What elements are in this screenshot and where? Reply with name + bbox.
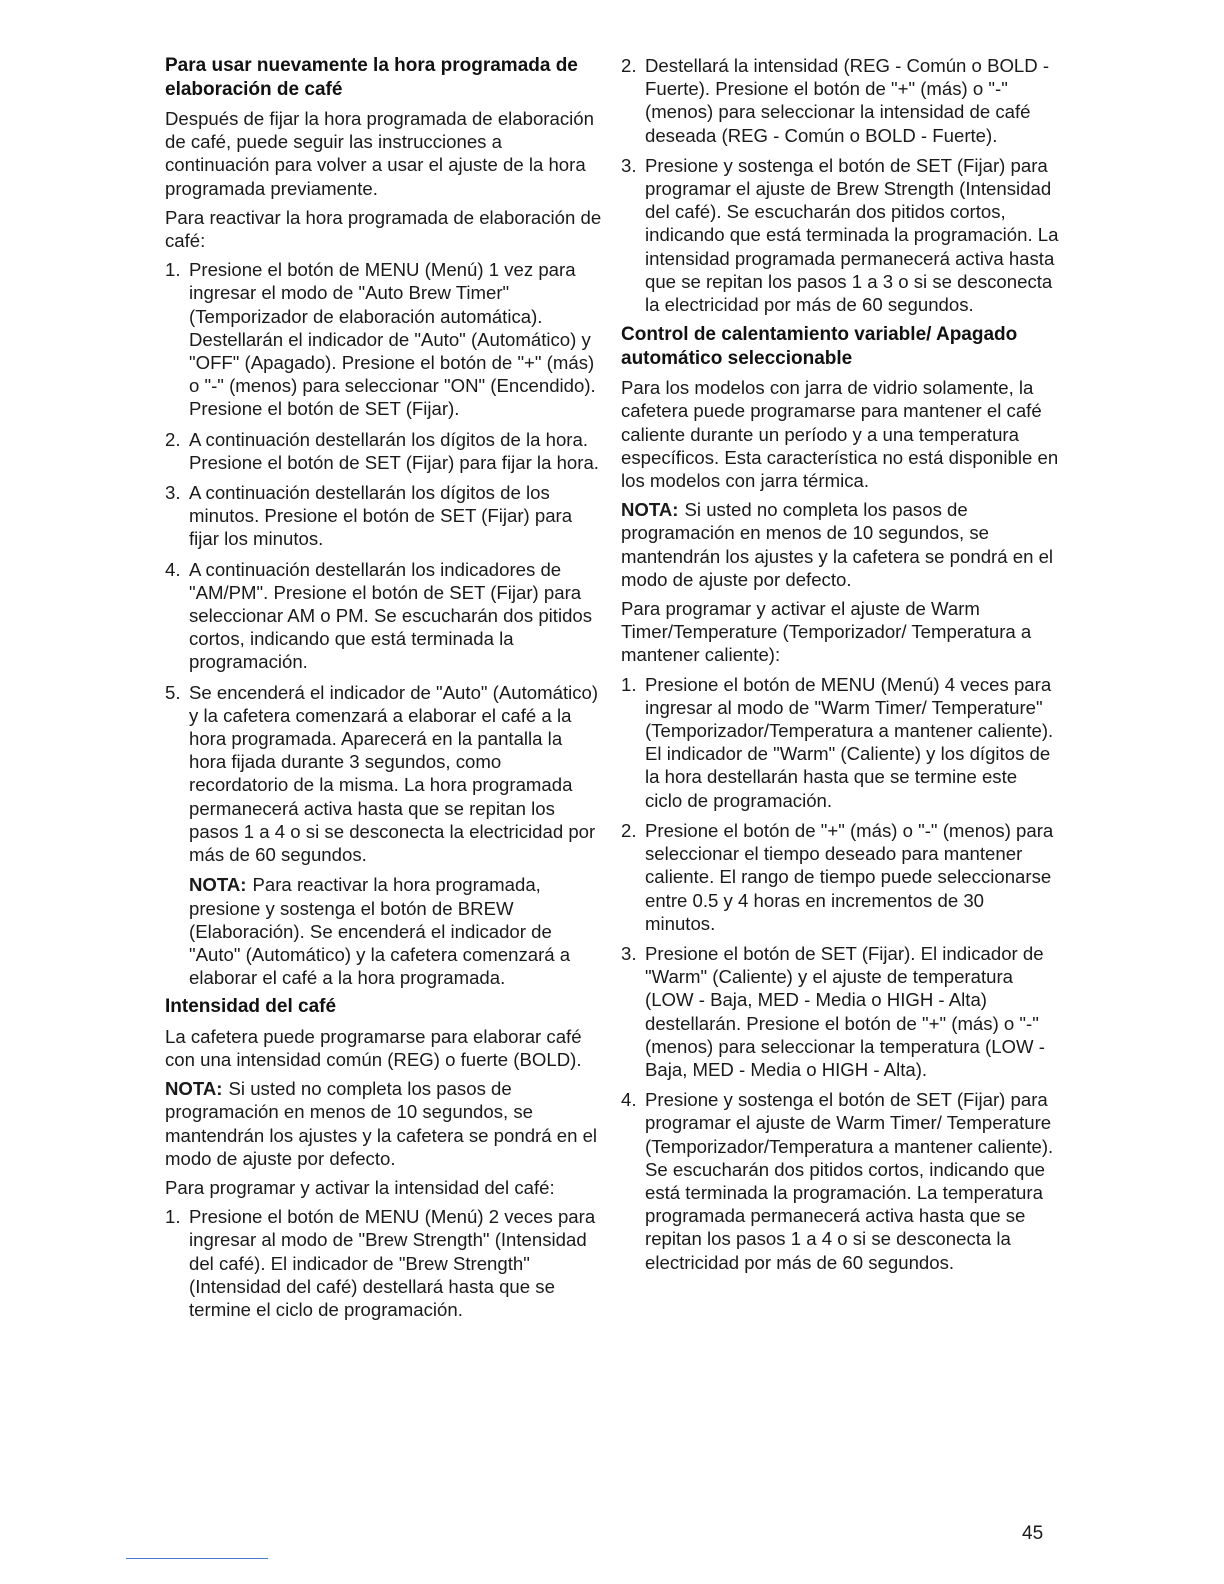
- list-item: [621, 1088, 1059, 1274]
- warm-lead-paragraph: Para programar y activar el ajuste de Warm Timer/Temperature (Temporizador/ Temperatura a mantener caliente):: [621, 598, 1032, 666]
- list-item: [621, 54, 1059, 147]
- step-number: 1.: [621, 673, 637, 695]
- list-item: [621, 819, 1059, 935]
- step-text: Se encenderá el indicador de "Auto" (Automático) y la cafetera comenzará a elaborar el café a la hora programada. Aparecerá en la pantalla la hora fijada durante 3 segundos, como recordatorio de la misma. La hora programada permanecerá activa hasta que se repitan los pasos 1 a 4 o si se desconecta la electricidad por más de 60 segundos.: [189, 681, 599, 866]
- step-number: 4.: [165, 558, 181, 580]
- note-label: NOTA:: [621, 499, 679, 521]
- note-reactivate: [165, 873, 602, 989]
- step-number: 1.: [165, 1206, 181, 1228]
- note-label: NOTA:: [189, 874, 247, 896]
- note-text: Si usted no completa los pasos de programación en menos de 10 segundos, se mantendrán los ajustes y la cafetera se pondrá en el modo de ajuste por defecto.: [165, 1078, 598, 1169]
- section-title-warm-control: Control de calentamiento variable/ Apagado automático seleccionable: [621, 324, 1018, 369]
- step-number: 3.: [621, 942, 637, 964]
- warm-steps-list: [621, 673, 1059, 1274]
- reactivate-steps-list: [165, 258, 602, 866]
- brew-strength-steps-continued: [621, 54, 1059, 316]
- list-item: [165, 558, 602, 674]
- step-text: Presione el botón de MENU (Menú) 4 veces para ingresar al modo de "Warm Timer/ Temperature" (Temporizador/Temperatura a mantener caliente). El indicador de "Warm" (Caliente) y los dígitos de la hora destellarán hasta que se termine este ciclo de programación.: [645, 673, 1054, 811]
- warm-control-paragraph: Para los modelos con jarra de vidrio solamente, la cafetera puede programarse para mantener el café caliente durante un período y a una temperatura específicos. Esta característica no está disponible en los modelos con jarra térmica.: [621, 377, 1059, 492]
- list-item: [621, 942, 1059, 1081]
- note-label: NOTA:: [165, 1078, 223, 1100]
- step-number: 2.: [621, 819, 637, 841]
- list-item: [165, 681, 602, 867]
- brew-strength-steps-list: [165, 1205, 602, 1321]
- step-text: Presione el botón de MENU (Menú) 1 vez para ingresar el modo de "Auto Brew Timer" (Temporizador de elaboración automática). Destellarán el indicador de "Auto" (Automático) y "OFF" (Apagado). Presione el botón de "+" (más) o "-" (menos) para seleccionar "ON" (Encendido). Presione el botón de SET (Fijar).: [189, 259, 596, 420]
- list-item: [621, 673, 1059, 812]
- brew-strength-paragraph: La cafetera puede programarse para elaborar café con una intensidad común (REG) o fuerte (BOLD).: [165, 1025, 582, 1071]
- list-item: [165, 481, 602, 551]
- step-text: A continuación destellarán los dígitos de los minutos. Presione el botón de SET (Fijar) para fijar los minutos.: [189, 482, 573, 550]
- footer-rule: [126, 1558, 268, 1559]
- step-text: Presione y sostenga el botón de SET (Fijar) para programar el ajuste de Brew Strength (Intensidad del café). Se escucharán dos pitidos cortos, indicando que está terminada la programación. La intensidad programada permanecerá activa hasta que se repitan los pasos 1 a 3 o si se desconecta la electricidad por más de 60 segundos.: [645, 154, 1059, 316]
- intro-paragraph: Después de fijar la hora programada de elaboración de café, puede seguir las instrucciones a continuación para volver a usar el ajuste de la hora programada previamente.: [165, 108, 594, 199]
- note-text: Si usted no completa los pasos de programación en menos de 10 segundos, se mantendrán los ajustes y la cafetera se pondrá en el modo de ajuste por defecto.: [621, 499, 1054, 590]
- step-text: Presione el botón de "+" (más) o "-" (menos) para seleccionar el tiempo deseado para mantener caliente. El rango de tiempo puede seleccionarse entre 0.5 y 4 horas en incrementos de 30 minutos.: [645, 819, 1054, 934]
- brew-strength-lead-paragraph: Para programar y activar la intensidad del café:: [165, 1177, 555, 1199]
- step-text: Presione y sostenga el botón de SET (Fijar) para programar el ajuste de Warm Timer/ Temperature (Temporizador/Temperatura a mantener caliente). Se escucharán dos pitidos cortos, indicando que está terminada la programación. La temperatura programada permanecerá activa hasta que se repitan los pasos 1 a 4 o si se desconecta la electricidad por más de 60 segundos.: [645, 1089, 1054, 1273]
- list-item: [165, 1205, 602, 1321]
- section-title-reactivate-timer: Para usar nuevamente la hora programada de elaboración de café: [165, 55, 578, 100]
- step-text: Presione el botón de SET (Fijar). El indicador de "Warm" (Caliente) y el ajuste de temperatura (LOW - Baja, MED - Media o HIGH - Alta) destellarán. Presione el botón de "+" (más) o "-" (menos) para seleccionar la temperatura (LOW - Baja, MED - Media o HIGH - Alta).: [645, 942, 1045, 1080]
- step-number: 3.: [165, 482, 181, 504]
- reactivate-lead-paragraph: Para reactivar la hora programada de elaboración de café:: [165, 206, 602, 252]
- list-item: [165, 258, 602, 420]
- right-column: [621, 54, 1059, 1281]
- note-text: Para reactivar la hora programada, presione y sostenga el botón de BREW (Elaboración). Se encenderá el indicador de "Auto" (Automático) y la cafetera comenzará a elaborar el café a la hora programada.: [189, 874, 571, 989]
- note-warm-control: [621, 498, 1059, 591]
- left-column: [165, 54, 602, 1328]
- step-number: 2.: [165, 428, 181, 450]
- list-item: [165, 428, 602, 474]
- step-text: Presione el botón de MENU (Menú) 2 veces para ingresar al modo de "Brew Strength" (Intensidad del café). El indicador de "Brew Strength" (Intensidad del café) destellará hasta que se termine el ciclo de programación.: [189, 1206, 596, 1321]
- note-brew-strength: [165, 1077, 602, 1170]
- list-item: [621, 154, 1059, 316]
- step-number: 2.: [621, 55, 637, 76]
- step-number: 4.: [621, 1089, 637, 1111]
- step-text: A continuación destellarán los indicadores de "AM/PM". Presione el botón de SET (Fijar) para seleccionar AM o PM. Se escucharán dos pitidos cortos, indicando que está terminada la programación.: [189, 558, 593, 673]
- step-text: Destellará la intensidad (REG - Común o BOLD - Fuerte). Presione el botón de "+" (más) o "-" (menos) para seleccionar la intensidad de café deseada (REG - Común o BOLD - Fuerte).: [645, 55, 1050, 146]
- step-number: 5.: [165, 681, 181, 703]
- page-number: 45: [1022, 1523, 1044, 1544]
- step-number: 1.: [165, 259, 181, 281]
- step-text: A continuación destellarán los dígitos de la hora. Presione el botón de SET (Fijar) para fijar la hora.: [189, 428, 599, 473]
- section-title-brew-strength: Intensidad del café: [165, 996, 337, 1018]
- step-number: 3.: [621, 154, 637, 176]
